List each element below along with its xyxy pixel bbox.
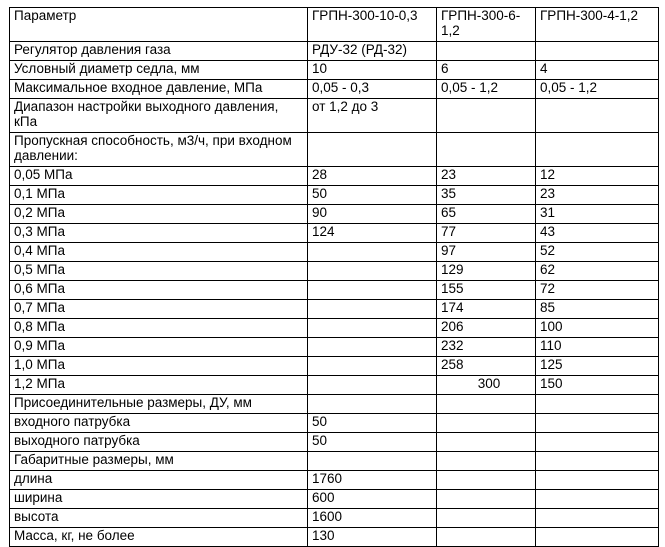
param-cell: 0,2 МПа: [10, 205, 308, 224]
table-row: [10, 357, 659, 376]
cell-value: 300: [477, 376, 501, 391]
grpn-6-1-2-cell: [437, 509, 536, 528]
param-cell: высота: [10, 509, 308, 528]
table-row: [10, 414, 659, 433]
grpn-10-0-3-cell: 0,05 - 0,3: [308, 80, 437, 99]
grpn-4-1-2-cell: 110: [536, 338, 659, 357]
grpn-4-1-2-cell: [536, 395, 659, 414]
grpn-10-0-3-cell: от 1,2 до 3: [308, 99, 437, 133]
param-cell: 0,1 МПа: [10, 186, 308, 205]
grpn-10-0-3-cell: 50: [308, 186, 437, 205]
grpn-6-1-2-cell: 35: [437, 186, 536, 205]
table-row: [10, 319, 659, 338]
table-header-row: [10, 8, 659, 42]
table-row: [10, 433, 659, 452]
grpn-10-0-3-cell: 130: [308, 528, 437, 547]
grpn-10-0-3-cell: [308, 262, 437, 281]
grpn-10-0-3-cell: [308, 133, 437, 167]
grpn-10-0-3-cell: [308, 452, 437, 471]
param-cell: 0,4 МПа: [10, 243, 308, 262]
grpn-4-1-2-cell: 100: [536, 319, 659, 338]
grpn-10-0-3-cell: 10: [308, 61, 437, 80]
grpn-4-1-2-cell: [536, 471, 659, 490]
table-row: [10, 99, 659, 133]
grpn-10-0-3-cell: [308, 376, 437, 395]
param-cell: входного патрубка: [10, 414, 308, 433]
table-row: [10, 205, 659, 224]
grpn-4-1-2-cell: [536, 414, 659, 433]
grpn-4-1-2-cell: 0,05 - 1,2: [536, 80, 659, 99]
param-cell: 0,3 МПа: [10, 224, 308, 243]
grpn-10-0-3-cell: 124: [308, 224, 437, 243]
table-row: [10, 471, 659, 490]
grpn-4-1-2-cell: 85: [536, 300, 659, 319]
grpn-6-1-2-cell: [437, 452, 536, 471]
grpn-10-0-3-cell: РДУ-32 (РД-32): [308, 42, 437, 61]
param-cell: Параметр: [10, 8, 308, 42]
table-row: [10, 395, 659, 414]
grpn-4-1-2-cell: [536, 509, 659, 528]
table-row: [10, 376, 659, 395]
grpn-4-1-2-cell: [536, 433, 659, 452]
param-cell: 0,5 МПа: [10, 262, 308, 281]
grpn-4-1-2-cell: [536, 42, 659, 61]
table-row: [10, 490, 659, 509]
grpn-4-1-2-cell: 150: [536, 376, 659, 395]
grpn-4-1-2-cell: [536, 133, 659, 167]
grpn-6-1-2-cell: [437, 42, 536, 61]
param-cell: Присоединительные размеры, ДУ, мм: [10, 395, 308, 414]
table-row: [10, 300, 659, 319]
table-row: [10, 42, 659, 61]
grpn-10-0-3-cell: [308, 338, 437, 357]
grpn-10-0-3-cell: ГРПН-300-10-0,3: [308, 8, 437, 42]
grpn-10-0-3-cell: 600: [308, 490, 437, 509]
grpn-10-0-3-cell: [308, 281, 437, 300]
grpn-6-1-2-cell: 6: [437, 61, 536, 80]
param-cell: Масса, кг, не более: [10, 528, 308, 547]
param-cell: 1,2 МПа: [10, 376, 308, 395]
grpn-4-1-2-cell: 4: [536, 61, 659, 80]
grpn-10-0-3-cell: 90: [308, 205, 437, 224]
table-row: [10, 509, 659, 528]
param-cell: 0,6 МПа: [10, 281, 308, 300]
table-row: [10, 452, 659, 471]
param-cell: длина: [10, 471, 308, 490]
grpn-4-1-2-cell: 62: [536, 262, 659, 281]
param-cell: Диапазон настройки выходного давления, кПа: [10, 99, 308, 133]
table-row: [10, 61, 659, 80]
param-cell: Максимальное входное давление, МПа: [10, 80, 308, 99]
grpn-4-1-2-cell: ГРПН-300-4-1,2: [536, 8, 659, 42]
param-cell: Условный диаметр седла, мм: [10, 61, 308, 80]
grpn-4-1-2-cell: [536, 452, 659, 471]
grpn-6-1-2-cell: 23: [437, 167, 536, 186]
grpn-6-1-2-cell: [437, 490, 536, 509]
grpn-6-1-2-cell: 77: [437, 224, 536, 243]
table-row: [10, 262, 659, 281]
param-cell: Регулятор давления газа: [10, 42, 308, 61]
grpn-6-1-2-cell: [437, 433, 536, 452]
grpn-4-1-2-cell: [536, 99, 659, 133]
grpn-6-1-2-cell: [437, 99, 536, 133]
param-cell: Пропускная способность, м3/ч, при входном давлении:: [10, 133, 308, 167]
grpn-6-1-2-cell: 0,05 - 1,2: [437, 80, 536, 99]
grpn-6-1-2-cell: 97: [437, 243, 536, 262]
param-cell: 1,0 МПа: [10, 357, 308, 376]
grpn-10-0-3-cell: [308, 395, 437, 414]
param-cell: Габаритные размеры, мм: [10, 452, 308, 471]
grpn-6-1-2-cell: 65: [437, 205, 536, 224]
grpn-6-1-2-cell: 155: [437, 281, 536, 300]
grpn-10-0-3-cell: [308, 357, 437, 376]
table-row: [10, 186, 659, 205]
table-row: [10, 80, 659, 99]
specs-table-body: [10, 8, 659, 547]
grpn-4-1-2-cell: 52: [536, 243, 659, 262]
table-row: [10, 243, 659, 262]
grpn-6-1-2-cell: 129: [437, 262, 536, 281]
grpn-10-0-3-cell: 50: [308, 414, 437, 433]
table-row: [10, 167, 659, 186]
param-cell: 0,9 МПа: [10, 338, 308, 357]
grpn-10-0-3-cell: [308, 243, 437, 262]
grpn-6-1-2-cell: [437, 471, 536, 490]
param-cell: ширина: [10, 490, 308, 509]
grpn-6-1-2-cell: 258: [437, 357, 536, 376]
param-cell: 0,8 МПа: [10, 319, 308, 338]
table-row: [10, 281, 659, 300]
grpn-10-0-3-cell: 28: [308, 167, 437, 186]
grpn-4-1-2-cell: 43: [536, 224, 659, 243]
grpn-10-0-3-cell: [308, 319, 437, 338]
grpn-4-1-2-cell: 31: [536, 205, 659, 224]
param-cell: выходного патрубка: [10, 433, 308, 452]
grpn-4-1-2-cell: 23: [536, 186, 659, 205]
grpn-6-1-2-cell: ГРПН-300-6-1,2: [437, 8, 536, 42]
grpn-6-1-2-cell: [437, 395, 536, 414]
specs-table: [9, 7, 659, 547]
grpn-10-0-3-cell: 1760: [308, 471, 437, 490]
grpn-6-1-2-cell: 174: [437, 300, 536, 319]
grpn-10-0-3-cell: 50: [308, 433, 437, 452]
table-row: [10, 133, 659, 167]
grpn-6-1-2-cell: [437, 376, 536, 395]
grpn-4-1-2-cell: 125: [536, 357, 659, 376]
grpn-6-1-2-cell: 232: [437, 338, 536, 357]
grpn-10-0-3-cell: 1600: [308, 509, 437, 528]
grpn-4-1-2-cell: [536, 490, 659, 509]
grpn-4-1-2-cell: 72: [536, 281, 659, 300]
table-row: [10, 224, 659, 243]
grpn-10-0-3-cell: [308, 300, 437, 319]
table-row: [10, 338, 659, 357]
grpn-4-1-2-cell: 12: [536, 167, 659, 186]
grpn-6-1-2-cell: [437, 133, 536, 167]
grpn-6-1-2-cell: 206: [437, 319, 536, 338]
grpn-6-1-2-cell: [437, 414, 536, 433]
param-cell: 0,7 МПа: [10, 300, 308, 319]
param-cell: 0,05 МПа: [10, 167, 308, 186]
